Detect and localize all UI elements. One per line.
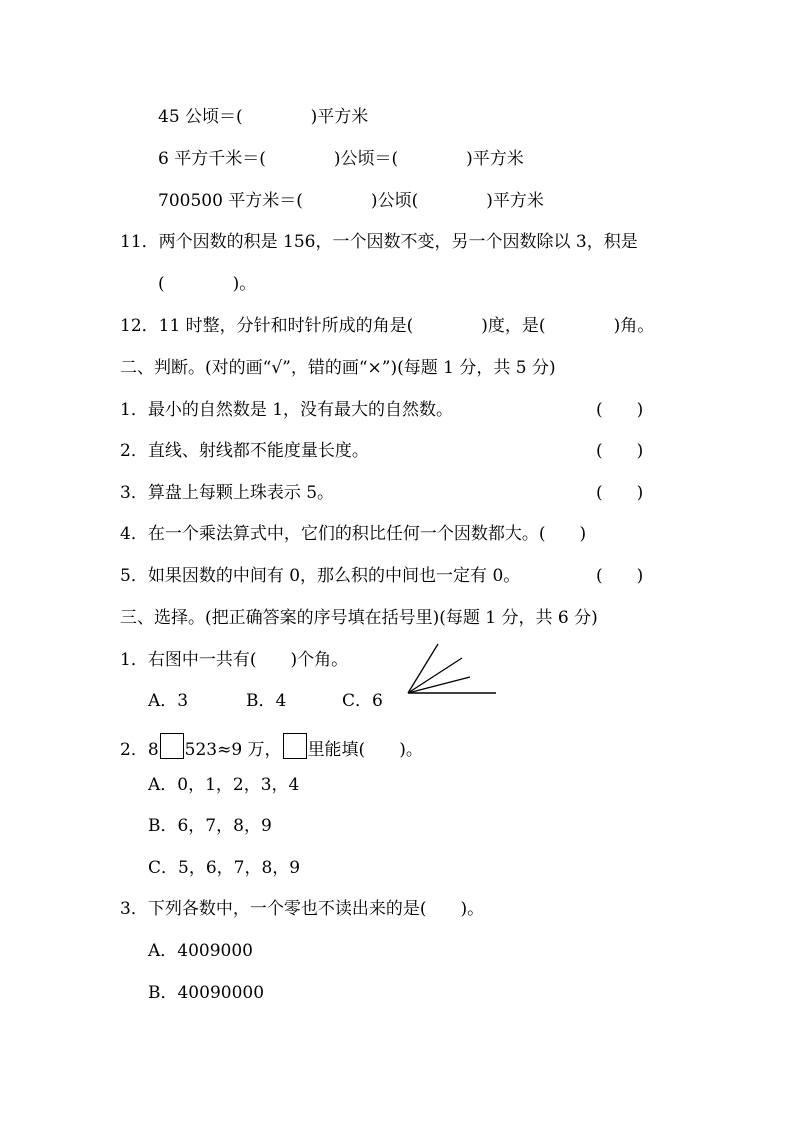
judge-item-5-paren: ( ) (596, 566, 644, 586)
choice-q2-option-a: A．0，1，2，3，4 (148, 775, 300, 795)
judge-item-2: 2．直线、射线都不能度量长度。 (120, 441, 369, 461)
fill-line-sqkm: 6 平方千米＝( )公顷＝( )平方米 (158, 149, 524, 169)
choice-q2-option-c: C．5，6，7，8，9 (148, 858, 301, 878)
choice-q2-middle: 523≈9 万， (184, 740, 282, 760)
section-judge-heading: 二、判断。(对的画“√”，错的画“×”)(每题 1 分，共 5 分) (120, 358, 556, 378)
question-11-line1: 11．两个因数的积是 156，一个因数不变，另一个因数除以 3，积是 (120, 232, 638, 252)
fill-line-hectare: 45 公顷＝( )平方米 (158, 107, 369, 127)
choice-q1-option-a: A．3 (148, 691, 189, 711)
choice-q2-stem (120, 733, 423, 760)
choice-q2-prefix: 2．8 (120, 740, 159, 760)
choice-q2-suffix: 里能填( )。 (307, 740, 423, 760)
blank-digit-box (160, 733, 184, 759)
judge-item-2-paren: ( ) (596, 441, 644, 461)
fill-line-sqm: 700500 平方米＝( )公顷( )平方米 (158, 191, 544, 211)
choice-q1-stem: 1．右图中一共有( )个角。 (120, 650, 349, 670)
angle-ray-low (408, 677, 470, 693)
blank-digit-box-ref (283, 733, 307, 759)
choice-q2-option-b: B．6，7，8，9 (148, 816, 272, 836)
angle-ray-steep (408, 644, 438, 693)
section-choice-heading: 三、选择。(把正确答案的序号填在括号里)(每题 1 分，共 6 分) (120, 608, 598, 628)
judge-item-1-paren: ( ) (596, 400, 644, 420)
angle-ray-middle (408, 658, 462, 693)
judge-item-4: 4．在一个乘法算式中，它们的积比任何一个因数都大。( ) (120, 524, 587, 544)
question-11-line2: ( )。 (158, 274, 257, 294)
choice-q3-option-a: A．4009000 (148, 941, 253, 961)
judge-item-5: 5．如果因数的中间有 0，那么积的中间也一定有 0。 (120, 566, 521, 586)
choice-q1-option-b: B．4 (246, 691, 287, 711)
choice-q3-stem: 3．下列各数中，一个零也不读出来的是( )。 (120, 899, 485, 919)
choice-q3-option-b: B．40090000 (148, 983, 265, 1003)
angles-figure (400, 640, 500, 700)
judge-item-1: 1．最小的自然数是 1，没有最大的自然数。 (120, 400, 454, 420)
judge-item-3-paren: ( ) (596, 483, 644, 503)
choice-q1-option-c: C．6 (342, 691, 383, 711)
judge-item-3: 3．算盘上每颗上珠表示 5。 (120, 483, 335, 503)
question-12: 12．11 时整，分针和时针所成的角是( )度，是( )角。 (120, 316, 655, 336)
